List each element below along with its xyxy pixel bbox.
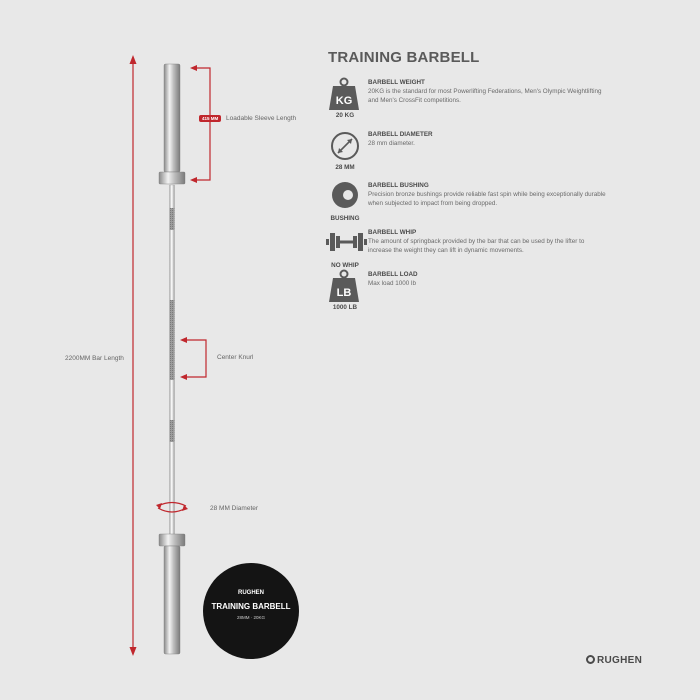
feature-heading: BARBELL BUSHING [368, 182, 429, 189]
feature-icon-slot [326, 270, 364, 306]
end-cap-disc [203, 563, 299, 659]
feature-barbell-bushing [326, 181, 626, 231]
center-knurl-bracket [185, 340, 206, 377]
feature-icon-slot [326, 228, 364, 264]
feature-icon-label: NO WHIP [331, 262, 359, 269]
sleeve-length-label: Loadable Sleeve Length [226, 115, 297, 122]
knurl-segment-top [170, 208, 175, 230]
bottom-sleeve [164, 546, 180, 654]
bottom-collar [159, 534, 185, 546]
svg-text:KG: KG [335, 95, 353, 107]
svg-text:LB: LB [336, 287, 352, 299]
top-collar [159, 172, 185, 184]
bar-length-arrow [130, 55, 137, 656]
feature-barbell-load [326, 270, 626, 320]
feature-icon-label: BUSHING [330, 215, 360, 222]
disc-product-name: TRAINING BARBELL [211, 602, 291, 611]
feature-description: Max load 1000 lb [368, 280, 416, 287]
feature-barbell-weight [326, 78, 626, 128]
sleeve-length-badge: 415 MM [199, 115, 221, 122]
feature-heading: BARBELL LOAD [368, 271, 418, 278]
feature-description: 28 mm diameter. [368, 140, 415, 147]
bar-length-label: 2200MM Bar Length [65, 355, 124, 362]
page-title: TRAINING BARBELL [328, 49, 480, 66]
feature-icon-label: 28 MM [335, 164, 355, 171]
feature-description: Precision bronze bushings provide reliable fast spin while being exceptionally durable when subjected to impact from being dropped. [368, 191, 606, 207]
top-sleeve [164, 64, 180, 172]
feature-icon-slot [326, 181, 364, 217]
feature-icon-label: 20 KG [335, 112, 355, 119]
center-knurl [170, 300, 175, 380]
feature-heading: BARBELL DIAMETER [368, 131, 433, 138]
feature-heading: BARBELL WHIP [368, 229, 417, 236]
logo-mark-icon [586, 655, 595, 664]
center-knurl-label: Center Knurl [217, 354, 254, 361]
feature-description: The amount of springback provided by the bar that can be used by the lifter to increase the weight they can lift in dynamic movements. [368, 238, 585, 254]
brand-name: RUGHEN [597, 655, 643, 666]
sleeve-length-bracket [195, 68, 210, 180]
feature-heading: BARBELL WEIGHT [368, 79, 425, 86]
feature-icon-slot [326, 78, 364, 114]
brand-logo [586, 655, 642, 666]
feature-barbell-diameter [326, 130, 626, 180]
disc-spec: 28MM · 20KG [236, 615, 265, 620]
diameter-label: 28 MM Diameter [210, 505, 259, 512]
disc-brand: RUGHEN [237, 590, 264, 596]
feature-icon-slot [326, 130, 364, 166]
feature-description: 20KG is the standard for most Powerlifting Federations, Men's Olympic Weightlifting and Men's CrossFit competitions. [368, 88, 602, 104]
feature-icon-label: 1000 LB [332, 304, 358, 311]
knurl-segment-bottom [170, 420, 175, 442]
